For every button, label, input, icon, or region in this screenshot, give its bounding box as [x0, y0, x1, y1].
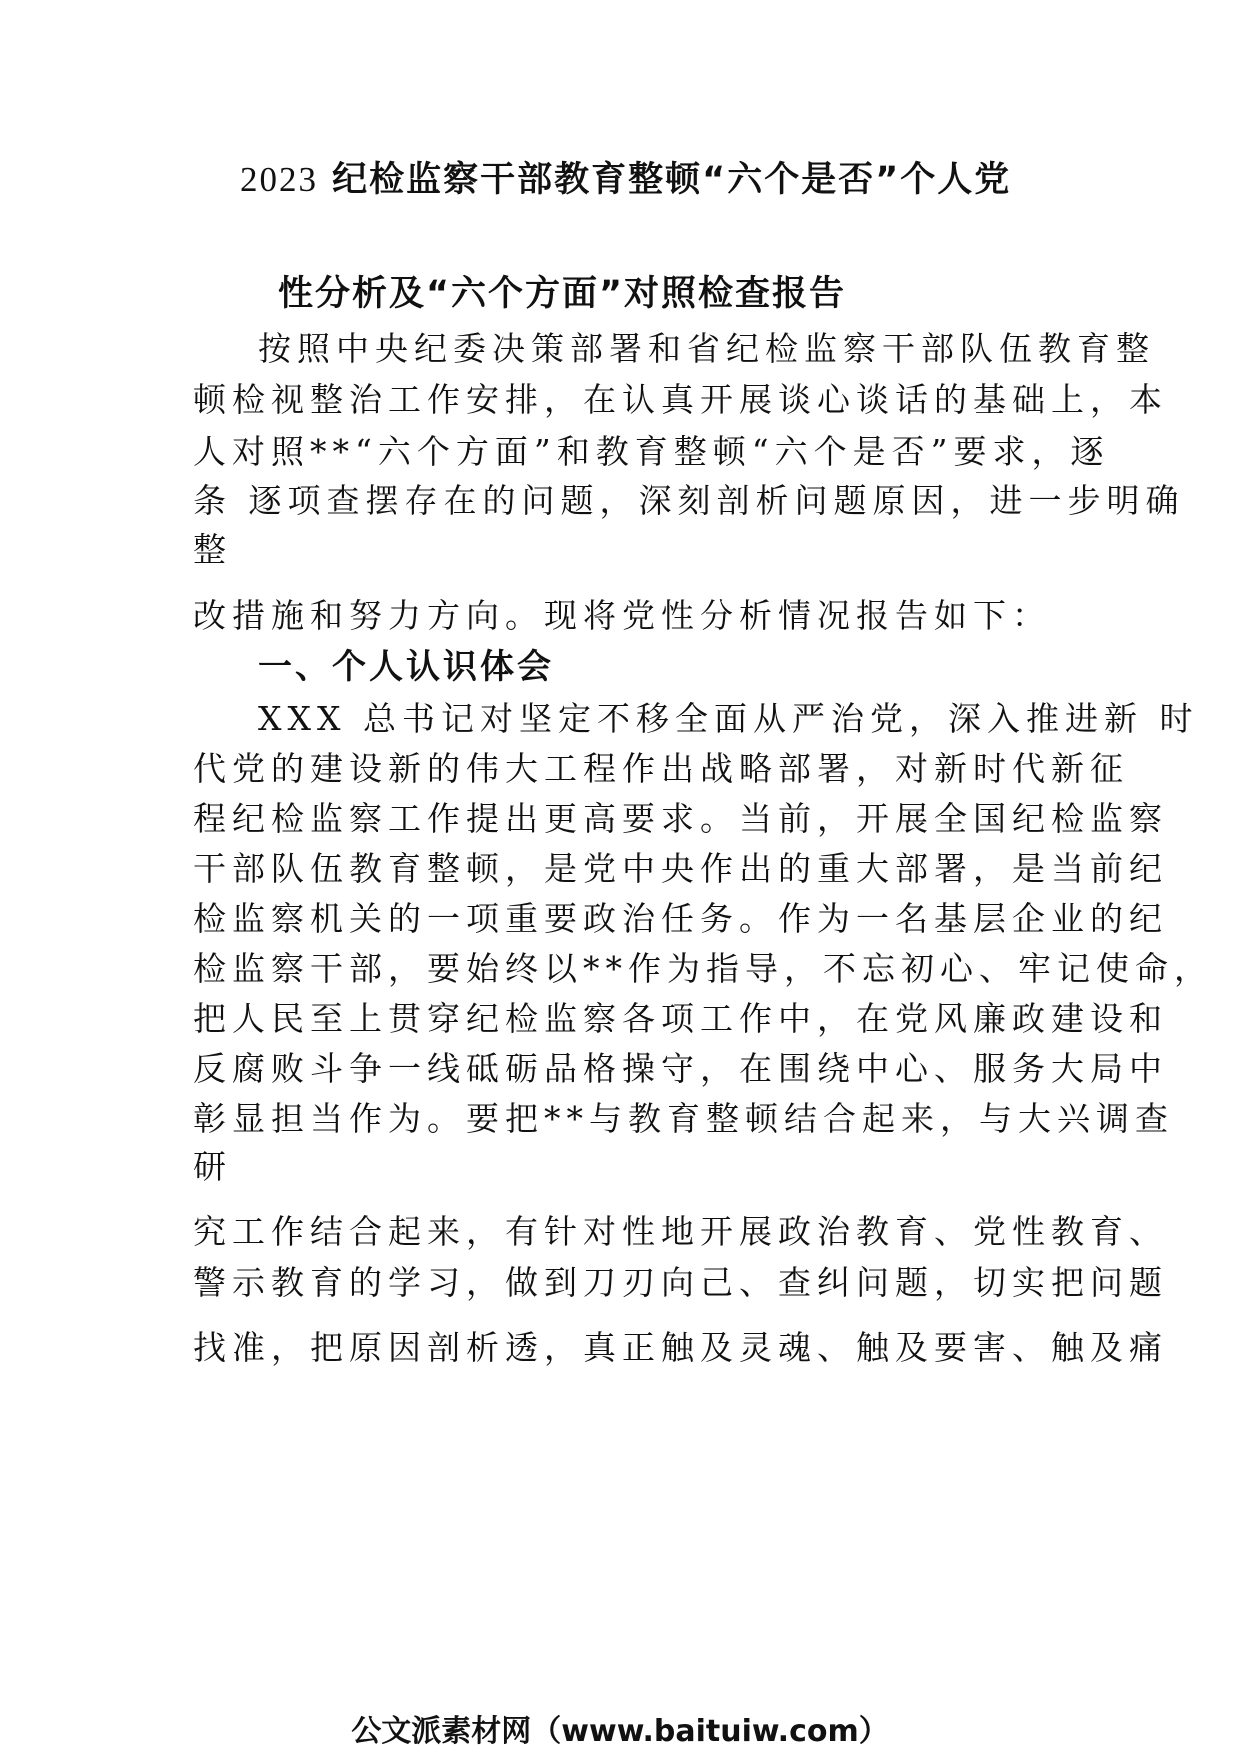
section-line: 检监察机关的一项重要政治任务。作为一名基层企业的纪 [193, 899, 1168, 938]
footer-source: 公文派素材网（www.baituiw.com） [351, 1714, 889, 1749]
section-line: 找准，把原因剖析透，真正触及灵魂、触及要害、触及痛 [193, 1328, 1168, 1367]
section-heading: 一、个人认识体会 [258, 647, 554, 687]
section-line: 检监察干部，要始终以**作为指导，不忘初心、牢记使命， [193, 949, 1213, 988]
section-line: 警示教育的学习，做到刀刃向己、查纠问题，切实把问题 [193, 1263, 1168, 1302]
intro-line: 条 逐项查摆存在的问题，深刻剖析问题原因，进一步明确 [193, 481, 1185, 520]
intro-line: 人对照**“六个方面”和教育整顿“六个是否”要求，逐 [193, 432, 1110, 471]
intro-line: 顿检视整治工作安排，在认真开展谈心谈话的基础上，本 [193, 380, 1168, 419]
title-year: 2023 [240, 160, 318, 199]
section-line: 究工作结合起来，有针对性地开展政治教育、党性教育、 [193, 1212, 1168, 1251]
section-line: 研 [193, 1147, 232, 1186]
document-title-line-1 [240, 152, 1011, 202]
section-line: 代党的建设新的伟大工程作出战略部署，对新时代新征 [193, 749, 1129, 788]
section-line: 把人民至上贯穿纪检监察各项工作中，在党风廉政建设和 [193, 999, 1168, 1038]
section-line: 干部队伍教育整顿，是党中央作出的重大部署，是当前纪 [193, 849, 1168, 888]
document-title-line-2: 性分析及“六个方面”对照检查报告 [278, 274, 847, 314]
intro-line: 整 [193, 530, 232, 569]
section-line: 程纪检监察工作提出更高要求。当前，开展全国纪检监察 [193, 799, 1168, 838]
section-line: XXX 总书记对坚定不移全面从严治党，深入推进新 时 [258, 699, 1199, 738]
title-text-1: 纪检监察干部教育整顿“六个是否”个人党 [318, 160, 1012, 200]
section-line: 反腐败斗争一线砥砺品格操守，在围绕中心、服务大局中 [193, 1049, 1168, 1088]
intro-line: 改措施和努力方向。现将党性分析情况报告如下： [193, 596, 1051, 635]
intro-line: 按照中央纪委决策部署和省纪检监察干部队伍教育整 [258, 329, 1155, 368]
section-line: 彰显担当作为。要把**与教育整顿结合起来，与大兴调查 [193, 1099, 1174, 1138]
